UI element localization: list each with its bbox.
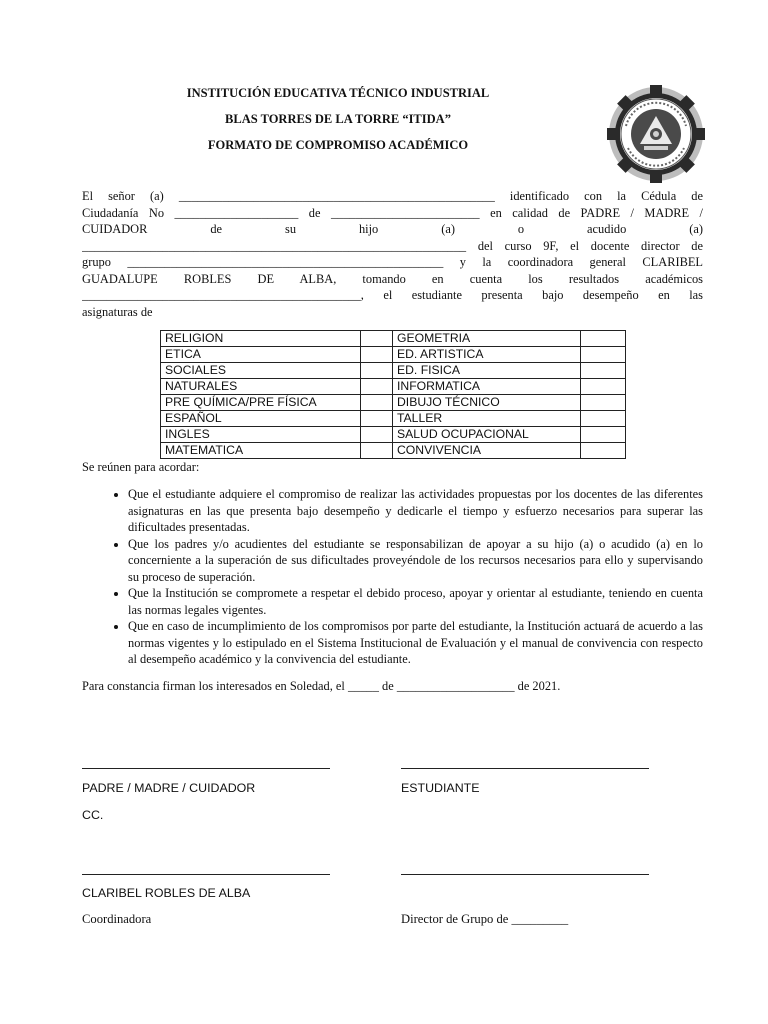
table-row bbox=[161, 427, 626, 443]
list-item: • Que los padres y/o acudientes del estudiante se responsabilizan de apoyar a su hijo (a) o acudido (a) en lo concerniente a la superación de sus dificultades proveyéndole de los recursos necesarios para ello y supervisando su proceso de superación. bbox=[128, 536, 703, 586]
subject-check-right[interactable] bbox=[581, 427, 626, 443]
director-signature-line[interactable] bbox=[401, 874, 649, 875]
coordinator-title: Coordinadora bbox=[82, 912, 152, 926]
subject-right: INFORMATICA bbox=[393, 379, 581, 395]
subject-left: RELIGION bbox=[161, 331, 361, 347]
subject-check-right[interactable] bbox=[581, 363, 626, 379]
subject-left: INGLES bbox=[161, 427, 361, 443]
table-row bbox=[161, 443, 626, 459]
intro-line: CUIDADOR de su hijo (a) o acudido (a) bbox=[82, 222, 703, 236]
table-row bbox=[161, 331, 626, 347]
student-signature-line[interactable] bbox=[401, 768, 649, 769]
subject-check-left[interactable] bbox=[361, 443, 393, 459]
subject-left: ETICA bbox=[161, 347, 361, 363]
subject-left: PRE QUÍMICA/PRE FÍSICA bbox=[161, 395, 361, 411]
header-line-2: BLAS TORRES DE LA TORRE “ITIDA” bbox=[225, 112, 451, 126]
agree-heading: Se reúnen para acordar: bbox=[82, 460, 200, 474]
table-row bbox=[161, 363, 626, 379]
intro-line: _____________________________________________, el estudiante presenta bajo desempeño en las bbox=[82, 288, 703, 302]
list-item: • Que en caso de incumplimiento de los compromisos por parte del estudiante, la Institución actuará de acuerdo a las normas vigentes y lo estipulado en el Sistema Institucional de Evaluación y el manual de convivencia con respecto al desempeño académico y la convivencia del estudiante. bbox=[128, 618, 703, 668]
subject-check-left[interactable] bbox=[361, 331, 393, 347]
subject-check-right[interactable] bbox=[581, 347, 626, 363]
commitments-list bbox=[82, 486, 703, 668]
intro-line: ______________________________________________________________ del curso 9F, el docente director de bbox=[82, 238, 703, 253]
subject-right: GEOMETRIA bbox=[393, 331, 581, 347]
subject-check-right[interactable] bbox=[581, 379, 626, 395]
table-row bbox=[161, 395, 626, 411]
subject-check-right[interactable] bbox=[581, 395, 626, 411]
intro-paragraph bbox=[82, 188, 703, 320]
subject-left: MATEMATICA bbox=[161, 443, 361, 459]
coordinator-signature-line[interactable] bbox=[82, 874, 330, 875]
director-label: Director de Grupo de _________ bbox=[401, 912, 569, 926]
subject-check-left[interactable] bbox=[361, 411, 393, 427]
table-row bbox=[161, 347, 626, 363]
header-line-1: INSTITUCIÓN EDUCATIVA TÉCNICO INDUSTRIAL bbox=[186, 86, 490, 100]
table-row bbox=[161, 411, 626, 427]
parent-label: PADRE / MADRE / CUIDADOR bbox=[82, 781, 256, 795]
closing-text: Para constancia firman los interesados en Soledad, el _____ de ___________________ de 2021. bbox=[82, 679, 561, 693]
intro-line: El señor (a) ___________________________________________________ identificado con la Cédula de bbox=[82, 189, 703, 203]
subject-check-right[interactable] bbox=[581, 331, 626, 347]
subject-left: ESPAÑOL bbox=[161, 411, 361, 427]
parent-cc: CC. bbox=[82, 808, 104, 822]
list-item: • Que el estudiante adquiere el compromiso de realizar las actividades propuestas por los docentes de las diferentes asignaturas en las que presenta bajo desempeño y dedicarle el tiempo y esfuerzo necesarios para superar las dificultades presentadas. bbox=[128, 486, 703, 536]
student-label: ESTUDIANTE bbox=[401, 781, 480, 795]
subject-left: NATURALES bbox=[161, 379, 361, 395]
subjects-table bbox=[160, 330, 626, 459]
subject-check-left[interactable] bbox=[361, 363, 393, 379]
intro-line: Ciudadanía No ____________________ de ________________________ en calidad de PADRE / MADRE / bbox=[82, 205, 703, 220]
subject-check-right[interactable] bbox=[581, 443, 626, 459]
coordinator-name: CLARIBEL ROBLES DE ALBA bbox=[82, 886, 251, 900]
intro-line: grupo ___________________________________________________ y la coordinadora general CLARIBEL bbox=[82, 255, 703, 269]
subject-right: DIBUJO TÉCNICO bbox=[393, 395, 581, 411]
parent-signature-line[interactable] bbox=[82, 768, 330, 769]
subject-check-left[interactable] bbox=[361, 395, 393, 411]
table-row bbox=[161, 379, 626, 395]
list-item: • Que la Institución se compromete a respetar el debido proceso, apoyar y orientar al estudiante, teniendo en cuenta las normas legales vigentes. bbox=[128, 585, 703, 618]
subject-right: CONVIVENCIA bbox=[393, 443, 581, 459]
subject-check-left[interactable] bbox=[361, 347, 393, 363]
intro-line: asignaturas de bbox=[82, 304, 153, 319]
subject-right: TALLER bbox=[393, 411, 581, 427]
header-line-3: FORMATO DE COMPROMISO ACADÉMICO bbox=[207, 138, 469, 152]
school-seal-logo bbox=[606, 84, 706, 184]
subject-right: ED. ARTISTICA bbox=[393, 347, 581, 363]
subject-right: ED. FISICA bbox=[393, 363, 581, 379]
subject-right: SALUD OCUPACIONAL bbox=[393, 427, 581, 443]
intro-line: GUADALUPE ROBLES DE ALBA, tomando en cuenta los resultados académicos bbox=[82, 271, 703, 286]
subject-check-left[interactable] bbox=[361, 427, 393, 443]
subject-check-right[interactable] bbox=[581, 411, 626, 427]
subject-check-left[interactable] bbox=[361, 379, 393, 395]
subject-left: SOCIALES bbox=[161, 363, 361, 379]
